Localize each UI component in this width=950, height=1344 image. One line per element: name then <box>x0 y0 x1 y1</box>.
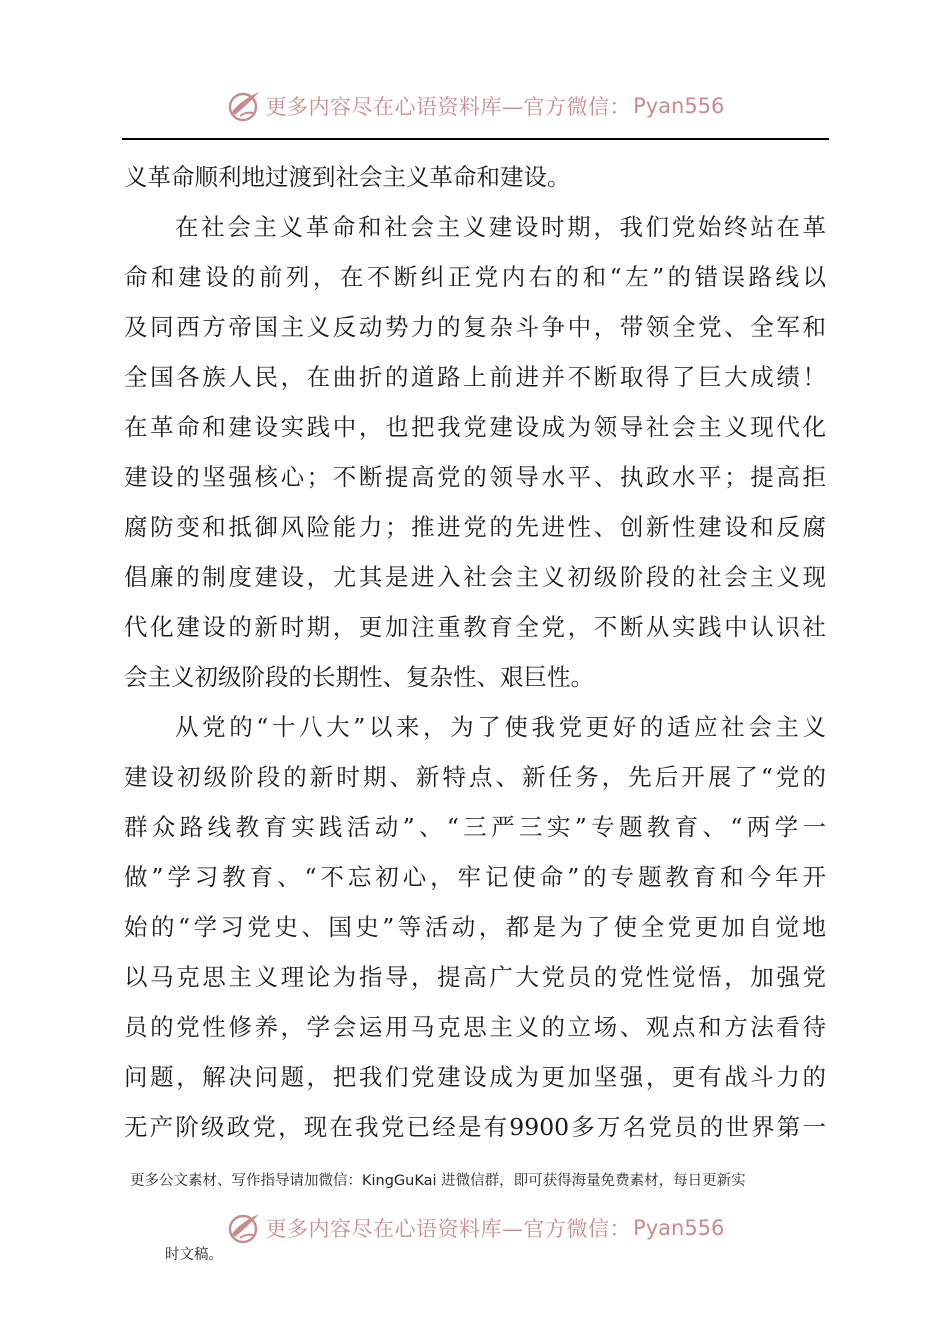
text-line: 始的“学习党史、国史”等活动，都是为了使全党更加自觉地 <box>124 913 826 941</box>
watermark-text: 更多内容尽在心语资料库—官方微信： <box>265 1217 632 1241</box>
text-line: 倡廉的制度建设，尤其是进入社会主义初级阶段的社会主义现 <box>124 563 826 591</box>
header-rule <box>122 138 829 140</box>
text-line: 建设的坚强核心；不断提高党的领导水平、执政水平；提高拒 <box>124 463 826 491</box>
text-line: 全国各族人民，在曲折的道路上前进并不断取得了巨大成绩！ <box>124 363 826 391</box>
text-line: 群众路线教育实践活动”、“三严三实”专题教育、“两学一 <box>124 813 826 841</box>
text-line: 在社会主义革命和社会主义建设时期，我们党始终站在革 <box>175 213 826 241</box>
watermark-handle: Pyan556 <box>633 94 725 118</box>
watermark-handle: Pyan556 <box>633 1216 725 1240</box>
text-line: 腐防变和抵御风险能力；推进党的先进性、创新性建设和反腐 <box>124 513 826 541</box>
text-line: 命和建设的前列，在不断纠正党内右的和“左”的错误路线以 <box>124 263 826 291</box>
text-line: 问题，解决问题，把我们党建设成为更加坚强，更有战斗力的 <box>124 1063 826 1091</box>
footer-note: 更多公文素材、写作指导请加微信：KingGuKai 进微信群，即可获得海量免费素材，每日更新实 <box>130 1173 746 1189</box>
text-line: 在革命和建设实践中，也把我党建设成为领导社会主义现代化 <box>124 413 826 441</box>
text-line: 从党的“十八大”以来，为了使我党更好的适应社会主义 <box>175 713 826 741</box>
paragraph <box>124 202 826 702</box>
footer-note-continued: 时文稿。 <box>165 1247 223 1263</box>
text-line: 代化建设的新时期，更加注重教育全党，不断从实践中认识社 <box>124 613 826 641</box>
footer-watermark <box>0 1208 950 1248</box>
text-line: 做”学习教育、“不忘初心，牢记使命”的专题教育和今年开 <box>124 863 826 891</box>
quill-logo-icon <box>226 88 262 124</box>
watermark-text: 更多内容尽在心语资料库—官方微信： <box>265 95 632 119</box>
text-line: 以马克思主义理论为指导，提高广大党员的党性觉悟，加强党 <box>124 963 826 991</box>
text-line: 会主义初级阶段的长期性、复杂性、艰巨性。 <box>124 663 594 691</box>
text-line: 建设初级阶段的新时期、新特点、新任务，先后开展了“党的 <box>124 763 826 791</box>
paragraph <box>124 152 826 202</box>
header-watermark <box>0 86 950 126</box>
paragraph <box>124 702 826 1152</box>
text-line: 员的党性修养，学会运用马克思主义的立场、观点和方法看待 <box>124 1013 826 1041</box>
text-line: 及同西方帝国主义反动势力的复杂斗争中，带领全党、全军和 <box>124 313 826 341</box>
text-line: 义革命顺利地过渡到社会主义革命和建设。 <box>124 163 571 191</box>
document-body <box>124 152 826 1152</box>
quill-logo-icon <box>226 1210 262 1246</box>
text-line: 无产阶级政党，现在我党已经是有9900多万名党员的世界第一 <box>124 1113 826 1141</box>
